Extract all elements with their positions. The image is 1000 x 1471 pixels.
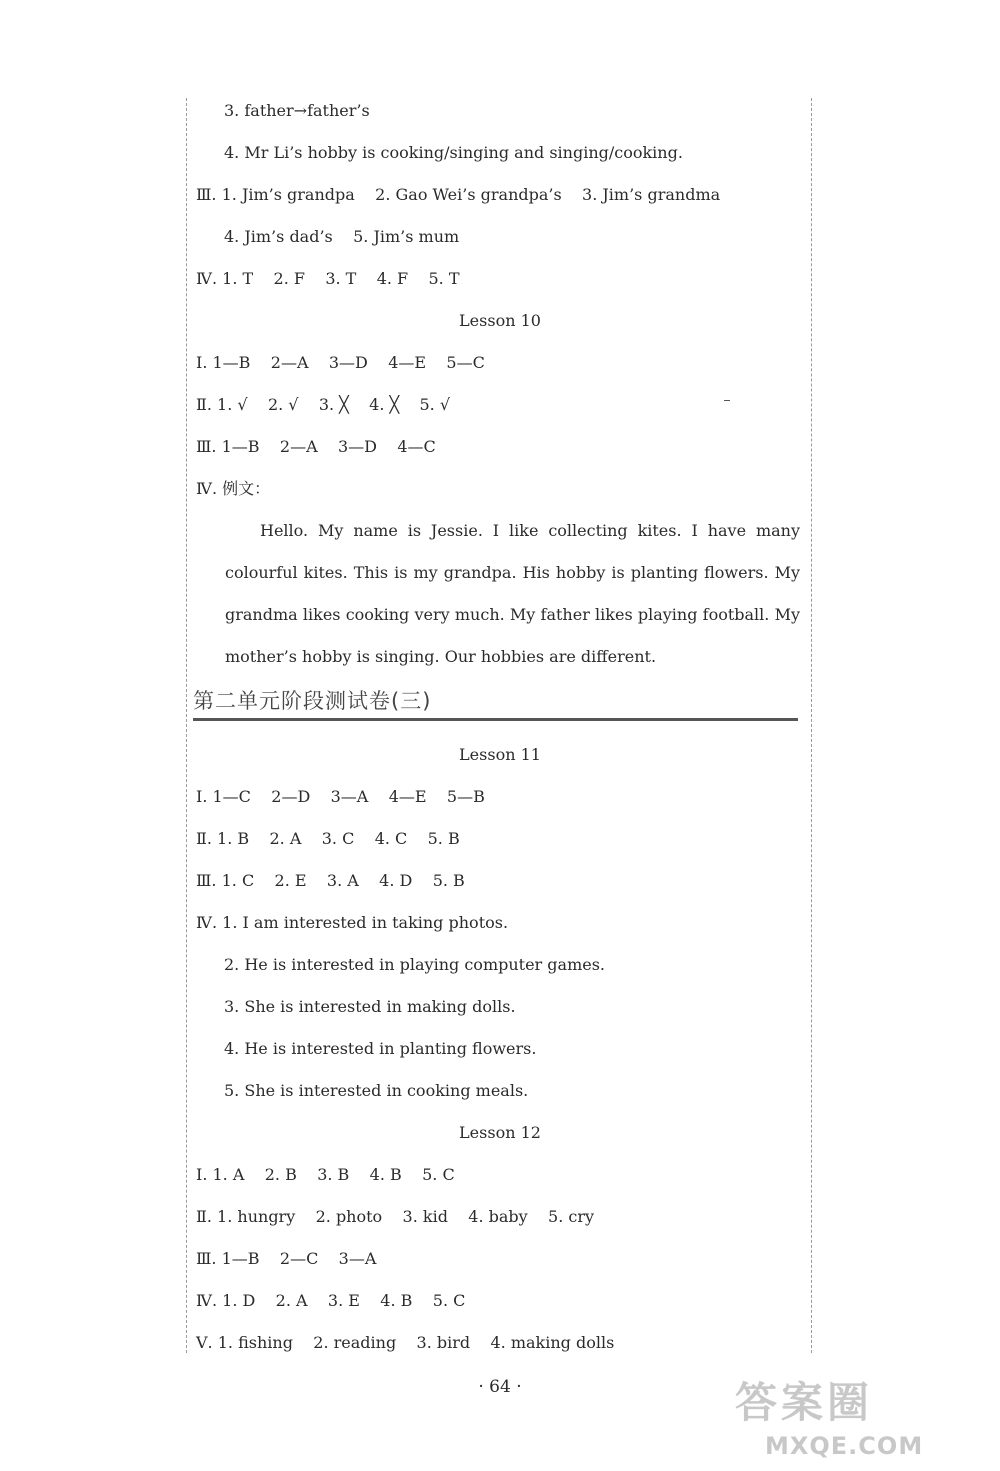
- answer-line: 3. She is interested in making dolls.: [224, 997, 516, 1016]
- watermark-url: MXQE.COM: [765, 1432, 924, 1460]
- answer-line: Ⅲ. 1—B 2—C 3—A: [196, 1249, 377, 1268]
- answer-line: Ⅲ. 1. Jim’s grandpa 2. Gao Wei’s grandpa’s 3. Jim’s grandma: [196, 185, 721, 204]
- lesson-10-heading: Lesson 10: [459, 311, 541, 330]
- section-title: [193, 688, 798, 721]
- answer-line: 4. Jim’s dad’s 5. Jim’s mum: [224, 227, 460, 246]
- answer-line: Ⅴ. 1. fishing 2. reading 3. bird 4. making dolls: [196, 1333, 615, 1352]
- example-essay-text: Hello. My name is Jessie. I like collecting kites. I have many colourful kites. This is my grandpa. His hobby is planting flowers. My grandma likes cooking very much. My father likes playing football. My mother’s hobby is singing. Our hobbies are different.: [225, 521, 800, 666]
- watermark: [735, 1380, 995, 1470]
- answer-line: Ⅳ. 1. I am interested in taking photos.: [196, 913, 509, 932]
- answer-line: Ⅲ. 1—B 2—A 3—D 4—C: [196, 437, 436, 456]
- answer-line: Ⅱ. 1. hungry 2. photo 3. kid 4. baby 5. cry: [196, 1207, 595, 1226]
- answer-line: Ⅱ. 1. √ 2. √ 3. ╳ 4. ╳ 5. √: [196, 395, 451, 414]
- answer-line: Ⅰ. 1—B 2—A 3—D 4—E 5—C: [196, 353, 485, 372]
- answer-line: 4. He is interested in planting flowers.: [224, 1039, 537, 1058]
- right-margin-rule: [811, 98, 812, 1353]
- lesson-11-heading: Lesson 11: [459, 745, 541, 764]
- answer-line: 2. He is interested in playing computer games.: [224, 955, 606, 974]
- answer-line: 4. Mr Li’s hobby is cooking/singing and singing/cooking.: [224, 143, 683, 162]
- section-title-text: 第二单元阶段测试卷(三): [193, 689, 432, 713]
- example-essay: [225, 510, 800, 678]
- stray-mark: [724, 400, 730, 401]
- answer-line: Ⅳ. 例文：: [196, 479, 271, 498]
- answer-line: Ⅲ. 1. C 2. E 3. A 4. D 5. B: [196, 871, 465, 890]
- answer-line: Ⅳ. 1. D 2. A 3. E 4. B 5. C: [196, 1291, 466, 1310]
- watermark-logo-text: 答案圈: [735, 1378, 874, 1427]
- answer-line: Ⅰ. 1. A 2. B 3. B 4. B 5. C: [196, 1165, 455, 1184]
- answer-line: Ⅰ. 1—C 2—D 3—A 4—E 5—B: [196, 787, 485, 806]
- answer-line: 3. father→father’s: [224, 101, 370, 120]
- answer-line: Ⅱ. 1. B 2. A 3. C 4. C 5. B: [196, 829, 460, 848]
- answer-line: 5. She is interested in cooking meals.: [224, 1081, 529, 1100]
- left-margin-rule: [186, 98, 187, 1353]
- page-number: · 64 ·: [478, 1377, 522, 1397]
- lesson-12-heading: Lesson 12: [459, 1123, 541, 1142]
- answer-line: Ⅳ. 1. T 2. F 3. T 4. F 5. T: [196, 269, 460, 288]
